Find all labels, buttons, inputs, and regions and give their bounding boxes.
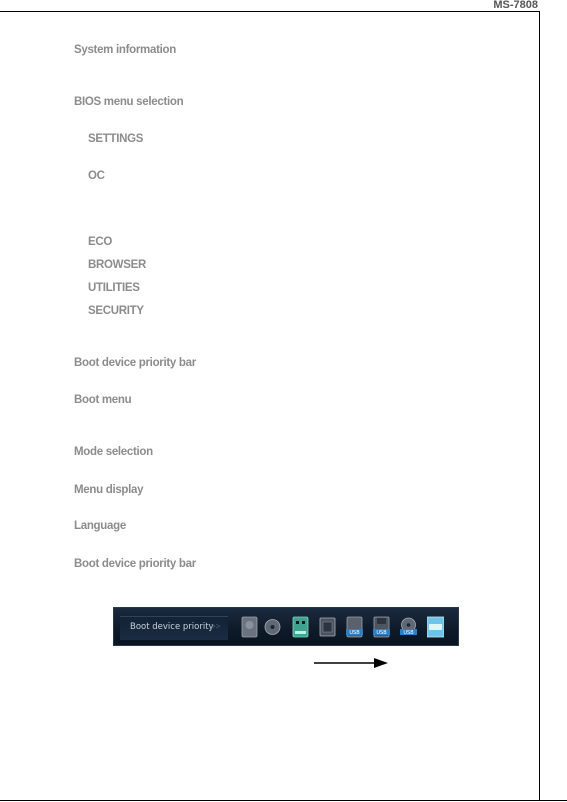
model-number: MS-7808 (493, 0, 538, 11)
top-rule (0, 11, 540, 12)
card-reader-icon[interactable] (319, 616, 336, 638)
usb-floppy-label: USB (376, 630, 387, 636)
chevron-right-icon: >> (211, 622, 221, 631)
menu-browser: BROWSER (88, 259, 146, 271)
menu-eco: ECO (88, 236, 113, 248)
heading-menu-display: Menu display (74, 484, 144, 496)
menu-oc: OC (88, 170, 105, 182)
menu-security: SECURITY (88, 305, 144, 317)
heading-language: Language (74, 520, 126, 532)
hdd-icon[interactable] (241, 616, 258, 638)
heading-boot-device-priority-bar: Boot device priority bar (74, 357, 196, 369)
usb-floppy-icon[interactable] (373, 616, 390, 638)
usb-optical-label: USB (403, 630, 414, 636)
uefi-shell-icon[interactable] (427, 616, 444, 638)
heading-boot-device-priority-bar-2: Boot device priority bar (74, 558, 196, 570)
heading-mode-selection: Mode selection (74, 446, 153, 458)
arrow-right-icon (312, 655, 392, 671)
bottom-rule (0, 800, 567, 801)
usb-drive-icon[interactable] (292, 616, 309, 638)
boot-device-priority-bar (113, 607, 459, 646)
menu-settings: SETTINGS (88, 133, 144, 145)
optical-disc-icon[interactable] (264, 616, 281, 638)
right-rule (539, 11, 540, 801)
usb-hdd-label: USB (349, 630, 360, 636)
menu-utilities: UTILITIES (88, 282, 140, 294)
heading-system-information: System information (74, 44, 176, 56)
usb-hdd-icon[interactable] (346, 616, 363, 638)
usb-optical-icon[interactable] (400, 616, 417, 638)
heading-boot-menu: Boot menu (74, 394, 132, 406)
boot-bar-label: Boot device priority (130, 622, 214, 632)
heading-bios-menu-selection: BIOS menu selection (74, 96, 184, 108)
